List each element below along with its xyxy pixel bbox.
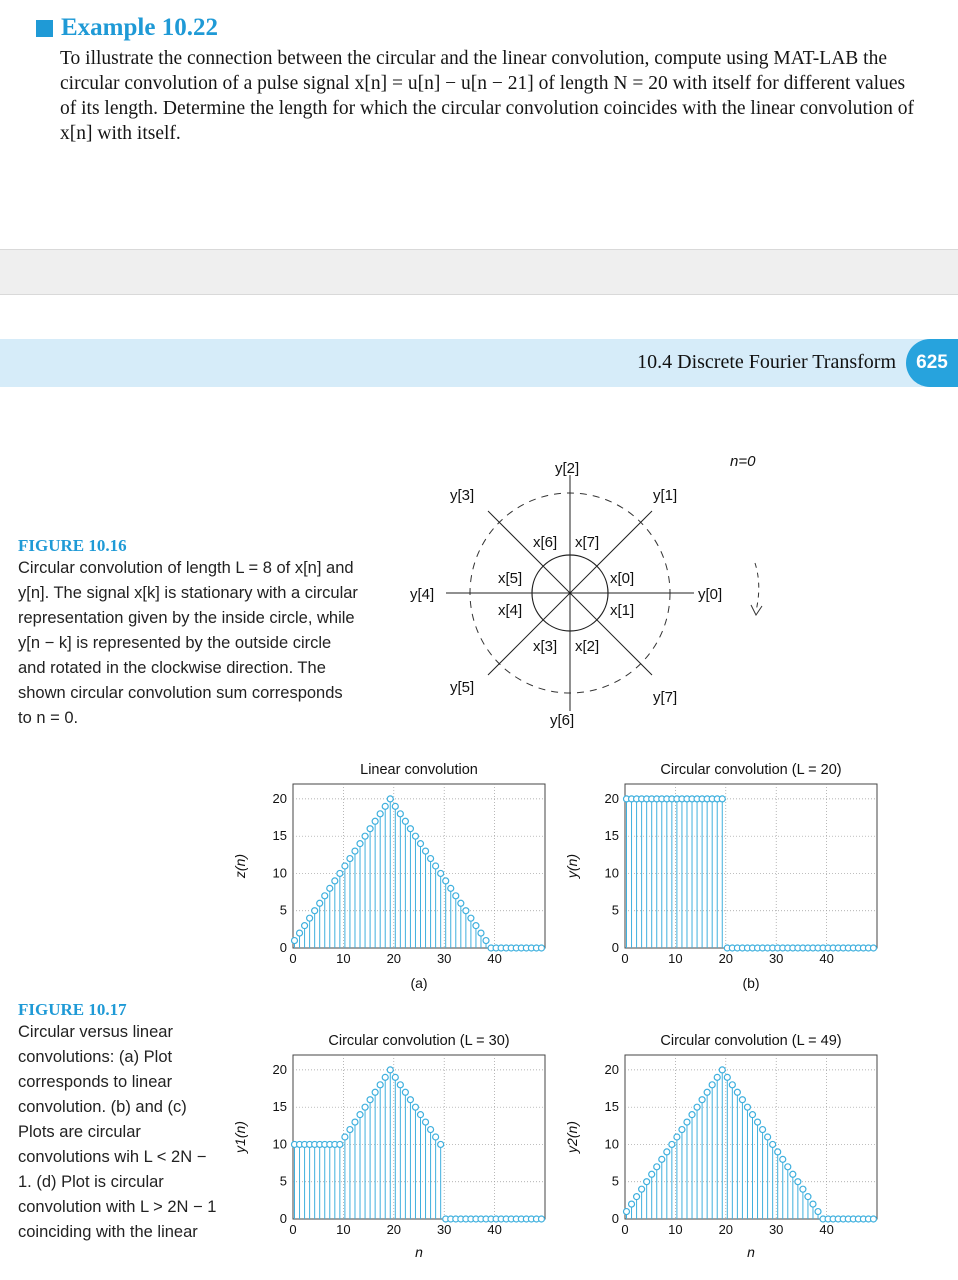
panel-label: (a): [410, 975, 428, 991]
plot-frame: [293, 1055, 545, 1219]
label-x5: x[5]: [498, 570, 523, 587]
y-tick-label: 20: [272, 1061, 287, 1077]
figure-10-17-label: FIGURE 10.17: [18, 1000, 127, 1019]
stem-marker: [679, 1127, 685, 1133]
stem-marker: [312, 908, 318, 914]
stem-marker: [719, 1067, 725, 1073]
stem-marker: [699, 1097, 705, 1103]
y-tick-label: 15: [604, 1099, 619, 1115]
plot-frame: [293, 784, 545, 948]
stem-marker: [382, 803, 388, 809]
n-equals-zero-label: n=0: [730, 453, 756, 470]
plot-title: Circular convolution (L = 49): [660, 1033, 842, 1049]
stem-marker: [684, 1119, 690, 1125]
x-tick-label: 30: [768, 951, 784, 966]
stem-marker: [709, 1082, 715, 1088]
y-tick-label: 5: [279, 902, 287, 918]
stem-marker: [815, 1209, 821, 1215]
y-tick-label: 0: [279, 1211, 287, 1226]
plot-title: Circular convolution (L = 30): [328, 1033, 510, 1049]
stem-marker: [347, 856, 353, 862]
x-tick-label: 40: [819, 1222, 834, 1237]
circular-convolution-diagram: [400, 445, 780, 735]
stem-marker: [800, 1186, 806, 1192]
stem-marker: [392, 1074, 398, 1080]
stem-marker: [744, 1104, 750, 1110]
label-y2: y[2]: [555, 460, 580, 477]
rotation-arc: [755, 563, 759, 611]
label-y5: y[5]: [450, 679, 475, 696]
label-x1: x[1]: [610, 602, 635, 619]
x-tick-label: 30: [768, 1222, 784, 1237]
y-axis-label: y1(n): [232, 1121, 248, 1153]
plot-circular-l30: [232, 1033, 545, 1260]
stem-marker: [714, 1074, 720, 1080]
example-text: To illustrate the connection between the circular and the linear convolution, compute using MAT-LAB the circular convolution of a pulse signal x[n] = u[n] − u[n − 21] of length N = 20 with itself for different values of its length. Determine the length for which the circular convolution coincides with the linear convolution of x[n] with itself.: [60, 48, 914, 144]
label-y7: y[7]: [653, 689, 678, 706]
plot-linear-convolution: [232, 762, 545, 991]
stem-marker: [397, 1082, 403, 1088]
plot-frame: [625, 1055, 877, 1219]
stem-marker: [750, 1112, 756, 1118]
stem-marker: [428, 856, 434, 862]
stem-marker: [352, 848, 358, 854]
stem-marker: [795, 1179, 801, 1185]
stem-marker: [694, 1104, 700, 1110]
label-x3: x[3]: [533, 638, 558, 655]
stem-marker: [790, 1171, 796, 1177]
figure-10-17-caption-block: [18, 1000, 223, 1245]
stem-marker: [327, 885, 333, 891]
figure-10-16-caption: Circular convolution of length L = 8 of x[n] and y[n]. The signal x[k] is stationary with a circular representation given by the inside circle, while y[n − k] is represented by the outside circle and rotated in the clockwise direction. The shown circular convolution sum corresponds to n = 0.: [18, 559, 358, 727]
plot-title: Linear convolution: [360, 762, 478, 778]
stem-marker: [382, 1074, 388, 1080]
label-y6: y[6]: [550, 712, 575, 729]
stem-marker: [805, 1194, 811, 1200]
stem-marker: [780, 1156, 786, 1162]
stem-marker: [362, 833, 368, 839]
y-tick-label: 20: [272, 790, 287, 806]
stem-marker: [770, 1141, 776, 1147]
page-number: 625: [906, 339, 958, 387]
stem-marker: [337, 870, 343, 876]
x-tick-label: 20: [386, 951, 402, 966]
stem-marker: [659, 1156, 665, 1162]
label-x0: x[0]: [610, 570, 635, 587]
stem-marker: [407, 1097, 413, 1103]
x-tick-label: 0: [289, 951, 297, 966]
y-tick-label: 20: [604, 1061, 619, 1077]
y-tick-label: 5: [279, 1173, 287, 1189]
stem-marker: [870, 945, 876, 951]
x-tick-label: 10: [336, 1222, 351, 1237]
stem-marker: [302, 923, 308, 929]
x-tick-label: 10: [336, 951, 351, 966]
stem-marker: [538, 1216, 544, 1222]
stem-marker: [412, 1104, 418, 1110]
stem-marker: [629, 1201, 635, 1207]
y-tick-label: 10: [604, 1136, 619, 1152]
y-tick-label: 0: [611, 1211, 619, 1226]
stem-marker: [438, 1141, 444, 1147]
y-axis-label: z(n): [232, 853, 248, 879]
plot-title: Circular convolution (L = 20): [660, 762, 842, 778]
figure-10-16-label: FIGURE 10.16: [18, 536, 127, 555]
stem-marker: [317, 900, 323, 906]
convolution-plots: [225, 750, 958, 1280]
stem-marker: [463, 908, 469, 914]
stem-marker: [639, 1186, 645, 1192]
stem-marker: [689, 1112, 695, 1118]
stem-marker: [644, 1179, 650, 1185]
x-tick-label: 20: [718, 1222, 734, 1237]
y-tick-label: 0: [611, 940, 619, 955]
y-tick-label: 20: [604, 790, 619, 806]
plot-circular-l49: [564, 1033, 877, 1260]
x-tick-label: 30: [436, 951, 452, 966]
stem-marker: [377, 1082, 383, 1088]
stem-marker: [292, 938, 298, 944]
x-tick-label: 30: [436, 1222, 452, 1237]
y-tick-label: 15: [272, 828, 287, 844]
label-y0: y[0]: [698, 586, 723, 603]
label-x6: x[6]: [533, 534, 558, 551]
stem-marker: [402, 818, 408, 824]
running-header: [0, 339, 958, 387]
stem-marker: [785, 1164, 791, 1170]
y-tick-label: 0: [279, 940, 287, 955]
stem-marker: [538, 945, 544, 951]
y-tick-label: 10: [272, 1136, 287, 1152]
stem-marker: [342, 1134, 348, 1140]
example-block: [36, 14, 916, 146]
stem-marker: [473, 923, 479, 929]
x-tick-label: 20: [718, 951, 734, 966]
stem-marker: [357, 841, 363, 847]
stem-marker: [387, 1067, 393, 1073]
x-axis-label: n: [415, 1244, 423, 1260]
figure-10-17-caption: Circular versus linear convolutions: (a) Plot corresponds to linear convolution. (b) and (c) Plots are circular convolutions wih L < 2N − 1. (d) Plot is circular convolution with L > 2N − 1 coinciding with the linear: [18, 1023, 217, 1241]
stem-marker: [624, 1209, 630, 1215]
stem-marker: [674, 1134, 680, 1140]
x-tick-label: 10: [668, 1222, 683, 1237]
stem-marker: [433, 1134, 439, 1140]
plot-circular-l20: [564, 762, 877, 991]
stem-marker: [729, 1082, 735, 1088]
stem-marker: [367, 826, 373, 832]
stem-marker: [418, 1112, 424, 1118]
stem-marker: [372, 1089, 378, 1095]
stem-marker: [392, 803, 398, 809]
stem-marker: [418, 841, 424, 847]
example-heading: [36, 14, 916, 42]
stem-marker: [397, 811, 403, 817]
stem-marker: [433, 863, 439, 869]
stem-marker: [704, 1089, 710, 1095]
stem-marker: [423, 1119, 429, 1125]
stem-marker: [755, 1119, 761, 1125]
x-tick-label: 40: [487, 951, 502, 966]
x-axis-label: n: [747, 1244, 755, 1260]
example-title: Example 10.22: [61, 14, 218, 41]
y-tick-label: 10: [272, 865, 287, 881]
stem-marker: [453, 893, 459, 899]
y-tick-label: 15: [272, 1099, 287, 1115]
stem-marker: [775, 1149, 781, 1155]
stem-marker: [654, 1164, 660, 1170]
label-x2: x[2]: [575, 638, 600, 655]
stem-marker: [342, 863, 348, 869]
plot-frame: [625, 784, 877, 948]
y-tick-label: 15: [604, 828, 619, 844]
stem-marker: [357, 1112, 363, 1118]
y-tick-label: 5: [611, 1173, 619, 1189]
stem-marker: [307, 915, 313, 921]
stem-marker: [428, 1127, 434, 1133]
stem-marker: [448, 885, 454, 891]
stem-marker: [669, 1141, 675, 1147]
panel-label: (b): [742, 975, 760, 991]
y-tick-label: 10: [604, 865, 619, 881]
y-axis-label: y2(n): [564, 1121, 580, 1153]
stem-marker: [352, 1119, 358, 1125]
stem-marker: [322, 893, 328, 899]
label-y1: y[1]: [653, 487, 678, 504]
stem-marker: [664, 1149, 670, 1155]
x-tick-label: 20: [386, 1222, 402, 1237]
label-y4: y[4]: [410, 586, 435, 603]
x-tick-label: 0: [621, 1222, 629, 1237]
stem-marker: [765, 1134, 771, 1140]
stem-marker: [443, 878, 449, 884]
stem-marker: [347, 1127, 353, 1133]
stem-marker: [438, 870, 444, 876]
label-x7: x[7]: [575, 534, 600, 551]
heading-square-icon: [36, 20, 53, 37]
stem-marker: [412, 833, 418, 839]
stem-marker: [337, 1141, 343, 1147]
x-tick-label: 0: [289, 1222, 297, 1237]
stem-marker: [478, 930, 484, 936]
stem-marker: [407, 826, 413, 832]
y-tick-label: 5: [611, 902, 619, 918]
stem-marker: [468, 915, 474, 921]
stem-marker: [719, 796, 725, 802]
label-y3: y[3]: [450, 487, 475, 504]
stem-marker: [423, 848, 429, 854]
stem-marker: [362, 1104, 368, 1110]
label-x4: x[4]: [498, 602, 523, 619]
x-tick-label: 40: [819, 951, 834, 966]
x-tick-label: 40: [487, 1222, 502, 1237]
stem-marker: [649, 1171, 655, 1177]
section-title: 10.4 Discrete Fourier Transform: [637, 351, 896, 373]
figure-10-16-caption-block: [18, 536, 358, 731]
stem-marker: [367, 1097, 373, 1103]
stem-marker: [870, 1216, 876, 1222]
y-axis-label: y(n): [564, 853, 580, 879]
stem-marker: [724, 1074, 730, 1080]
stem-marker: [332, 878, 338, 884]
stem-marker: [387, 796, 393, 802]
stem-marker: [458, 900, 464, 906]
stem-marker: [483, 938, 489, 944]
stem-marker: [634, 1194, 640, 1200]
stem-marker: [739, 1097, 745, 1103]
stem-marker: [734, 1089, 740, 1095]
stem-marker: [760, 1127, 766, 1133]
stem-marker: [377, 811, 383, 817]
x-tick-label: 0: [621, 951, 629, 966]
stem-marker: [402, 1089, 408, 1095]
x-tick-label: 10: [668, 951, 683, 966]
stem-marker: [372, 818, 378, 824]
stem-marker: [297, 930, 303, 936]
page-separator: [0, 249, 958, 295]
stem-marker: [810, 1201, 816, 1207]
